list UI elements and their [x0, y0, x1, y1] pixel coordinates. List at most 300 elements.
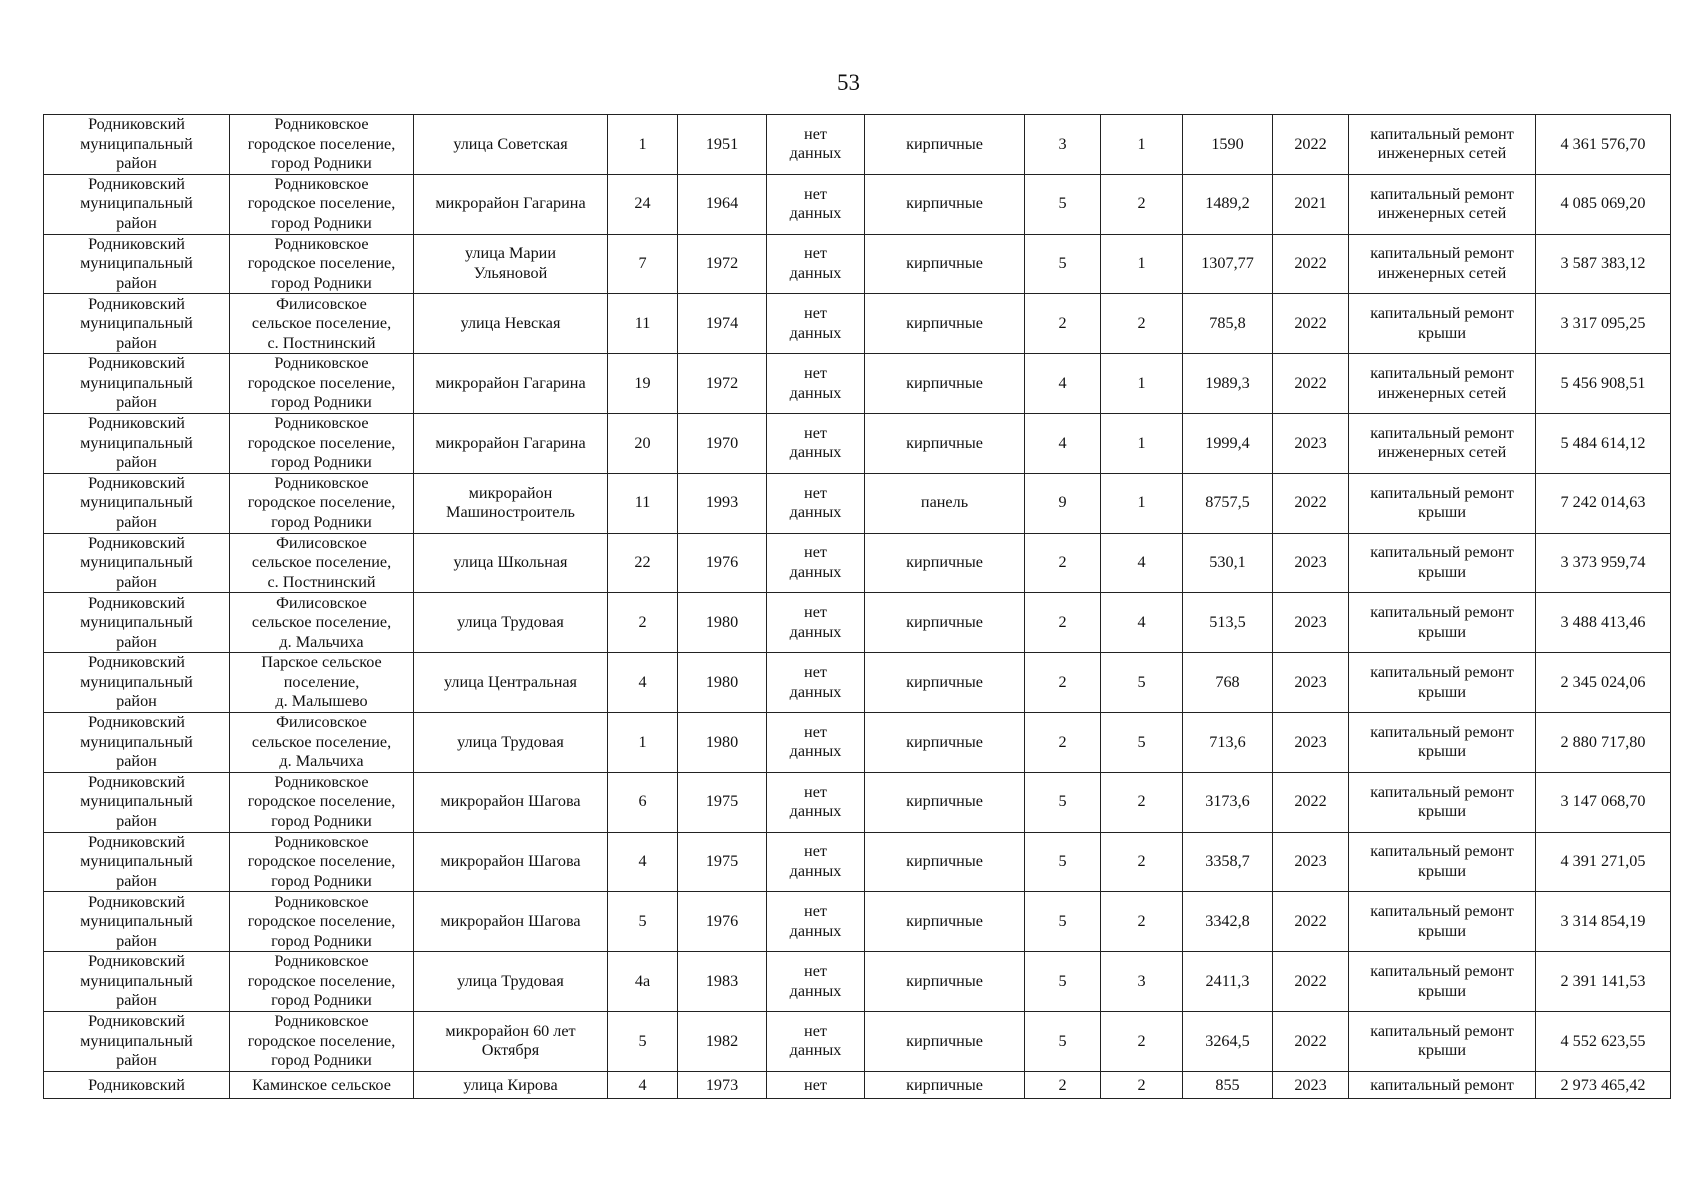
- cell-district-line: муниципальный: [80, 134, 193, 153]
- cell-work-type-line: капитальный ремонт: [1370, 902, 1514, 921]
- cell-street-line: улица Марии: [464, 244, 556, 263]
- cell-settlement-line: Парское сельское: [261, 653, 382, 672]
- cell-floors: 5: [1025, 832, 1101, 892]
- cell-year: 1974: [678, 294, 767, 354]
- cell-work-type-line: крыши: [1418, 802, 1466, 821]
- cell-house: 20: [608, 413, 678, 473]
- cell-settlement-line: Родниковское: [274, 832, 369, 851]
- cell-no-data-line: нет: [804, 663, 827, 682]
- cell-district-line: муниципальный: [80, 254, 193, 273]
- cell-material: кирпичные: [865, 294, 1025, 354]
- table-row: [44, 653, 1671, 713]
- cell-floors: 5: [1025, 892, 1101, 952]
- cell-settlement-line: городское поселение,: [247, 493, 396, 512]
- cell-work-type: [1349, 892, 1536, 952]
- cell-work-type-line: крыши: [1418, 503, 1466, 522]
- cell-no-data: [767, 115, 865, 175]
- cell-settlement-line: сельское поселение,: [251, 613, 392, 632]
- cell-settlement: [230, 533, 414, 593]
- cell-entrances: 1: [1101, 413, 1183, 473]
- cell-no-data: [767, 653, 865, 713]
- cell-settlement-line: д. Мальчиха: [279, 752, 364, 771]
- cell-house: 1: [608, 712, 678, 772]
- cell-street-line: микрорайон Гагарина: [435, 373, 586, 392]
- cell-district-line: муниципальный: [80, 792, 193, 811]
- cell-work-type-line: капитальный ремонт: [1370, 603, 1514, 622]
- cell-no-data-line: данных: [789, 802, 842, 821]
- cell-year: 1972: [678, 354, 767, 414]
- cell-settlement-line: Родниковское: [274, 952, 369, 971]
- cell-entrances: 2: [1101, 1011, 1183, 1071]
- cell-area: 530,1: [1183, 533, 1273, 593]
- cell-district-line: район: [116, 512, 157, 531]
- cell-settlement-line: Родниковское: [274, 473, 369, 492]
- cell-street: [414, 473, 608, 533]
- cell-settlement: [230, 832, 414, 892]
- cell-street: [414, 234, 608, 294]
- cell-work-type: [1349, 832, 1536, 892]
- cell-year: 1970: [678, 413, 767, 473]
- cell-cost: 2 391 141,53: [1536, 952, 1671, 1012]
- cell-no-data-line: нет: [804, 722, 827, 741]
- cell-settlement-line: городское поселение,: [247, 433, 396, 452]
- cell-settlement-line: Каминское сельское: [252, 1075, 391, 1094]
- cell-year: 1975: [678, 772, 767, 832]
- cell-work-type-line: капитальный ремонт: [1370, 1021, 1514, 1040]
- cell-settlement-line: сельское поселение,: [251, 732, 392, 751]
- cell-work-type: [1349, 1071, 1536, 1098]
- cell-street-line: улица Кирова: [463, 1075, 558, 1094]
- cell-material: кирпичные: [865, 653, 1025, 713]
- cell-house: 11: [608, 473, 678, 533]
- table-row: [44, 234, 1671, 294]
- cell-district-line: район: [116, 632, 157, 651]
- cell-work-type-line: крыши: [1418, 981, 1466, 1000]
- cell-district-line: муниципальный: [80, 971, 193, 990]
- cell-area: 3342,8: [1183, 892, 1273, 952]
- cell-street-line: улица Центральная: [443, 672, 577, 691]
- cell-street: [414, 593, 608, 653]
- cell-district-line: муниципальный: [80, 194, 193, 213]
- cell-street: [414, 174, 608, 234]
- cell-no-data: [767, 712, 865, 772]
- cell-entrances: 2: [1101, 174, 1183, 234]
- cell-no-data-line: данных: [789, 622, 842, 641]
- cell-work-type-line: капитальный ремонт: [1370, 782, 1514, 801]
- cell-entrances: 1: [1101, 234, 1183, 294]
- cell-settlement: [230, 892, 414, 952]
- cell-entrances: 1: [1101, 473, 1183, 533]
- cell-house: 11: [608, 294, 678, 354]
- cell-work-type: [1349, 653, 1536, 713]
- cell-material: кирпичные: [865, 174, 1025, 234]
- cell-settlement: [230, 354, 414, 414]
- cell-street-line: Октября: [481, 1041, 540, 1060]
- cell-plan-year: 2022: [1273, 473, 1349, 533]
- cell-district: [44, 473, 230, 533]
- cell-district: [44, 294, 230, 354]
- cell-year: 1976: [678, 533, 767, 593]
- cell-district-line: район: [116, 752, 157, 771]
- cell-house: 22: [608, 533, 678, 593]
- cell-area: 713,6: [1183, 712, 1273, 772]
- cell-settlement-line: городское поселение,: [247, 373, 396, 392]
- cell-cost: 2 345 024,06: [1536, 653, 1671, 713]
- cell-floors: 4: [1025, 413, 1101, 473]
- cell-no-data-line: данных: [789, 981, 842, 1000]
- cell-area: 8757,5: [1183, 473, 1273, 533]
- cell-work-type: [1349, 115, 1536, 175]
- cell-no-data-line: нет: [804, 543, 827, 562]
- cell-work-type-line: капитальный ремонт: [1370, 1075, 1514, 1094]
- cell-material: кирпичные: [865, 1011, 1025, 1071]
- table-row: [44, 294, 1671, 354]
- cell-settlement-line: с. Постнинский: [267, 333, 376, 352]
- cell-district-line: Родниковский: [88, 174, 185, 193]
- cell-work-type-line: крыши: [1418, 921, 1466, 940]
- cell-district-line: Родниковский: [88, 414, 185, 433]
- cell-district: [44, 593, 230, 653]
- cell-street-line: Машиностроитель: [446, 503, 575, 522]
- cell-district-line: муниципальный: [80, 373, 193, 392]
- cell-district-line: муниципальный: [80, 553, 193, 572]
- cell-cost: 4 391 271,05: [1536, 832, 1671, 892]
- cell-district-line: район: [116, 453, 157, 472]
- table-row: [44, 712, 1671, 772]
- cell-settlement-line: город Родники: [271, 154, 372, 173]
- cell-year: 1951: [678, 115, 767, 175]
- cell-no-data-line: данных: [789, 204, 842, 223]
- cell-area: 513,5: [1183, 593, 1273, 653]
- cell-district-line: муниципальный: [80, 493, 193, 512]
- cell-district-line: муниципальный: [80, 314, 193, 333]
- cell-district: [44, 115, 230, 175]
- cell-district-line: Родниковский: [88, 1075, 185, 1094]
- cell-area: 2411,3: [1183, 952, 1273, 1012]
- cell-district-line: район: [116, 692, 157, 711]
- cell-work-type: [1349, 234, 1536, 294]
- cell-district-line: Родниковский: [88, 354, 185, 373]
- cell-cost: 7 242 014,63: [1536, 473, 1671, 533]
- data-table: [43, 114, 1671, 1099]
- cell-district-line: муниципальный: [80, 912, 193, 930]
- table-row: [44, 832, 1671, 892]
- cell-floors: 2: [1025, 294, 1101, 354]
- cell-no-data-line: нет: [804, 962, 827, 981]
- cell-settlement-line: Филисовское: [276, 593, 367, 612]
- cell-house: 6: [608, 772, 678, 832]
- cell-cost: 2 880 717,80: [1536, 712, 1671, 772]
- cell-district: [44, 413, 230, 473]
- cell-settlement: [230, 115, 414, 175]
- cell-material: кирпичные: [865, 593, 1025, 653]
- cell-work-type: [1349, 533, 1536, 593]
- cell-cost: 4 552 623,55: [1536, 1011, 1671, 1071]
- cell-settlement-line: Родниковское: [274, 1012, 369, 1031]
- cell-area: 1489,2: [1183, 174, 1273, 234]
- cell-settlement-line: Филисовское: [276, 294, 367, 313]
- cell-no-data-line: нет: [804, 304, 827, 323]
- cell-entrances: 2: [1101, 772, 1183, 832]
- cell-street-line: улица Советская: [453, 134, 568, 153]
- cell-work-type: [1349, 174, 1536, 234]
- cell-district: [44, 234, 230, 294]
- cell-settlement-line: сельское поселение,: [251, 314, 392, 333]
- cell-street: [414, 115, 608, 175]
- cell-no-data-line: данных: [789, 383, 842, 402]
- cell-settlement-line: город Родники: [271, 811, 372, 830]
- cell-settlement-line: городское поселение,: [247, 194, 396, 213]
- cell-house: 4а: [608, 952, 678, 1012]
- cell-district-line: район: [116, 333, 157, 352]
- cell-year: 1976: [678, 892, 767, 952]
- cell-floors: 5: [1025, 234, 1101, 294]
- table-row: [44, 174, 1671, 234]
- cell-plan-year: 2023: [1273, 533, 1349, 593]
- cell-district-line: район: [116, 393, 157, 412]
- cell-settlement-line: город Родники: [271, 931, 372, 950]
- cell-district-line: Родниковский: [88, 713, 185, 732]
- cell-no-data-line: нет: [804, 1075, 827, 1094]
- cell-plan-year: 2022: [1273, 234, 1349, 294]
- cell-material: панель: [865, 473, 1025, 533]
- cell-settlement-line: Филисовское: [276, 533, 367, 552]
- cell-settlement-line: город Родники: [271, 512, 372, 531]
- cell-area: 3358,7: [1183, 832, 1273, 892]
- cell-cost: 4 085 069,20: [1536, 174, 1671, 234]
- cell-district-line: муниципальный: [80, 613, 193, 632]
- cell-settlement-line: Родниковское: [274, 892, 369, 911]
- cell-entrances: 2: [1101, 892, 1183, 952]
- cell-settlement-line: город Родники: [271, 273, 372, 292]
- cell-settlement-line: городское поселение,: [247, 852, 396, 871]
- cell-street-line: улица Трудовая: [457, 732, 564, 751]
- cell-material: кирпичные: [865, 952, 1025, 1012]
- cell-district-line: Родниковский: [88, 115, 185, 134]
- cell-plan-year: 2022: [1273, 294, 1349, 354]
- cell-no-data-line: данных: [789, 562, 842, 581]
- cell-area: 768: [1183, 653, 1273, 713]
- cell-cost: 3 314 854,19: [1536, 892, 1671, 952]
- cell-settlement-line: городское поселение,: [247, 254, 396, 273]
- cell-no-data: [767, 413, 865, 473]
- cell-floors: 5: [1025, 772, 1101, 832]
- cell-entrances: 2: [1101, 1071, 1183, 1098]
- cell-house: 2: [608, 593, 678, 653]
- cell-cost: 3 587 383,12: [1536, 234, 1671, 294]
- cell-street: [414, 294, 608, 354]
- cell-material: кирпичные: [865, 1071, 1025, 1098]
- cell-cost: 3 373 959,74: [1536, 533, 1671, 593]
- cell-year: 1982: [678, 1011, 767, 1071]
- cell-no-data: [767, 354, 865, 414]
- cell-district: [44, 653, 230, 713]
- cell-no-data: [767, 952, 865, 1012]
- cell-settlement-line: поселение,: [283, 672, 360, 691]
- cell-district-line: муниципальный: [80, 732, 193, 751]
- cell-no-data: [767, 1071, 865, 1098]
- cell-material: кирпичные: [865, 832, 1025, 892]
- cell-work-type-line: капитальный ремонт: [1370, 663, 1514, 682]
- cell-area: 1307,77: [1183, 234, 1273, 294]
- cell-settlement: [230, 174, 414, 234]
- cell-work-type-line: капитальный ремонт: [1370, 124, 1514, 143]
- cell-settlement-line: д. Малышево: [275, 692, 368, 711]
- cell-work-type-line: капитальный ремонт: [1370, 962, 1514, 981]
- cell-no-data-line: данных: [789, 682, 842, 701]
- cell-area: 1590: [1183, 115, 1273, 175]
- cell-settlement-line: город Родники: [271, 393, 372, 412]
- cell-house: 4: [608, 832, 678, 892]
- cell-district-line: Родниковский: [88, 772, 185, 791]
- cell-work-type-line: крыши: [1418, 622, 1466, 641]
- cell-district-line: район: [116, 1051, 157, 1070]
- cell-work-type: [1349, 294, 1536, 354]
- cell-street-line: микрорайон Шагова: [440, 912, 581, 930]
- cell-year: 1980: [678, 653, 767, 713]
- cell-district-line: муниципальный: [80, 1031, 193, 1050]
- cell-work-type-line: крыши: [1418, 1041, 1466, 1060]
- cell-work-type-line: крыши: [1418, 742, 1466, 761]
- cell-area: 3173,6: [1183, 772, 1273, 832]
- cell-material: кирпичные: [865, 115, 1025, 175]
- cell-district-line: район: [116, 871, 157, 890]
- cell-entrances: 1: [1101, 354, 1183, 414]
- cell-settlement: [230, 1071, 414, 1098]
- cell-street-line: Ульяновой: [473, 263, 548, 282]
- cell-house: 7: [608, 234, 678, 294]
- cell-work-type: [1349, 354, 1536, 414]
- cell-no-data: [767, 832, 865, 892]
- cell-district-line: Родниковский: [88, 653, 185, 672]
- cell-work-type-line: капитальный ремонт: [1370, 184, 1514, 203]
- cell-street: [414, 832, 608, 892]
- cell-no-data-line: данных: [789, 1041, 842, 1060]
- cell-settlement: [230, 712, 414, 772]
- cell-district: [44, 533, 230, 593]
- cell-no-data-line: данных: [789, 443, 842, 462]
- cell-settlement-line: городское поселение,: [247, 792, 396, 811]
- cell-house: 24: [608, 174, 678, 234]
- cell-work-type-line: инженерных сетей: [1377, 204, 1507, 223]
- cell-plan-year: 2022: [1273, 772, 1349, 832]
- cell-no-data-line: данных: [789, 921, 842, 940]
- cell-street-line: микрорайон 60 лет: [445, 1021, 576, 1040]
- cell-district: [44, 1071, 230, 1098]
- cell-street: [414, 1071, 608, 1098]
- cell-settlement: [230, 413, 414, 473]
- cell-settlement-line: Родниковское: [274, 115, 369, 134]
- cell-entrances: 5: [1101, 653, 1183, 713]
- cell-street-line: улица Трудовая: [457, 971, 564, 990]
- cell-work-type-line: капитальный ремонт: [1370, 304, 1514, 323]
- cell-district-line: Родниковский: [88, 832, 185, 851]
- cell-house: 5: [608, 892, 678, 952]
- cell-settlement-line: Родниковское: [274, 354, 369, 373]
- cell-settlement: [230, 653, 414, 713]
- cell-work-type: [1349, 593, 1536, 653]
- cell-district-line: Родниковский: [88, 294, 185, 313]
- cell-work-type: [1349, 413, 1536, 473]
- cell-work-type-line: крыши: [1418, 861, 1466, 880]
- cell-no-data: [767, 593, 865, 653]
- cell-material: кирпичные: [865, 413, 1025, 473]
- cell-district: [44, 174, 230, 234]
- cell-work-type-line: капитальный ремонт: [1370, 423, 1514, 442]
- table-row: [44, 354, 1671, 414]
- cell-no-data-line: нет: [804, 842, 827, 861]
- cell-district-line: муниципальный: [80, 672, 193, 691]
- cell-floors: 5: [1025, 1011, 1101, 1071]
- cell-settlement-line: Родниковское: [274, 414, 369, 433]
- cell-house: 19: [608, 354, 678, 414]
- cell-floors: 2: [1025, 712, 1101, 772]
- cell-material: кирпичные: [865, 712, 1025, 772]
- cell-entrances: 4: [1101, 533, 1183, 593]
- cell-area: 1989,3: [1183, 354, 1273, 414]
- cell-district-line: Родниковский: [88, 892, 185, 911]
- cell-work-type: [1349, 712, 1536, 772]
- cell-plan-year: 2022: [1273, 892, 1349, 952]
- cell-year: 1973: [678, 1071, 767, 1098]
- cell-plan-year: 2022: [1273, 115, 1349, 175]
- table-row: [44, 1071, 1671, 1098]
- cell-cost: 5 456 908,51: [1536, 354, 1671, 414]
- cell-house: 5: [608, 1011, 678, 1071]
- cell-no-data: [767, 533, 865, 593]
- cell-no-data-line: данных: [789, 263, 842, 282]
- cell-district-line: Родниковский: [88, 952, 185, 971]
- cell-material: кирпичные: [865, 533, 1025, 593]
- cell-work-type-line: инженерных сетей: [1377, 263, 1507, 282]
- cell-floors: 5: [1025, 952, 1101, 1012]
- cell-district-line: Родниковский: [88, 1012, 185, 1031]
- cell-settlement-line: город Родники: [271, 871, 372, 890]
- cell-street-line: микрорайон Шагова: [440, 852, 581, 871]
- cell-material: кирпичные: [865, 234, 1025, 294]
- cell-settlement: [230, 294, 414, 354]
- cell-entrances: 4: [1101, 593, 1183, 653]
- table-row: [44, 593, 1671, 653]
- cell-no-data-line: нет: [804, 184, 827, 203]
- cell-plan-year: 2022: [1273, 1011, 1349, 1071]
- cell-street: [414, 653, 608, 713]
- cell-no-data-line: нет: [804, 244, 827, 263]
- cell-floors: 2: [1025, 653, 1101, 713]
- cell-street: [414, 1011, 608, 1071]
- cell-floors: 5: [1025, 174, 1101, 234]
- cell-work-type: [1349, 952, 1536, 1012]
- cell-work-type-line: капитальный ремонт: [1370, 483, 1514, 502]
- cell-year: 1975: [678, 832, 767, 892]
- cell-street: [414, 354, 608, 414]
- cell-district-line: Родниковский: [88, 533, 185, 552]
- cell-settlement-line: д. Мальчиха: [279, 632, 364, 651]
- cell-settlement: [230, 234, 414, 294]
- cell-work-type-line: инженерных сетей: [1377, 383, 1507, 402]
- cell-work-type: [1349, 473, 1536, 533]
- cell-plan-year: 2023: [1273, 1071, 1349, 1098]
- cell-settlement: [230, 1011, 414, 1071]
- cell-plan-year: 2023: [1273, 413, 1349, 473]
- cell-settlement-line: город Родники: [271, 991, 372, 1010]
- table-row: [44, 533, 1671, 593]
- cell-no-data-line: данных: [789, 144, 842, 163]
- cell-cost: 3 488 413,46: [1536, 593, 1671, 653]
- table-row: [44, 1011, 1671, 1071]
- cell-area: 855: [1183, 1071, 1273, 1098]
- cell-area: 785,8: [1183, 294, 1273, 354]
